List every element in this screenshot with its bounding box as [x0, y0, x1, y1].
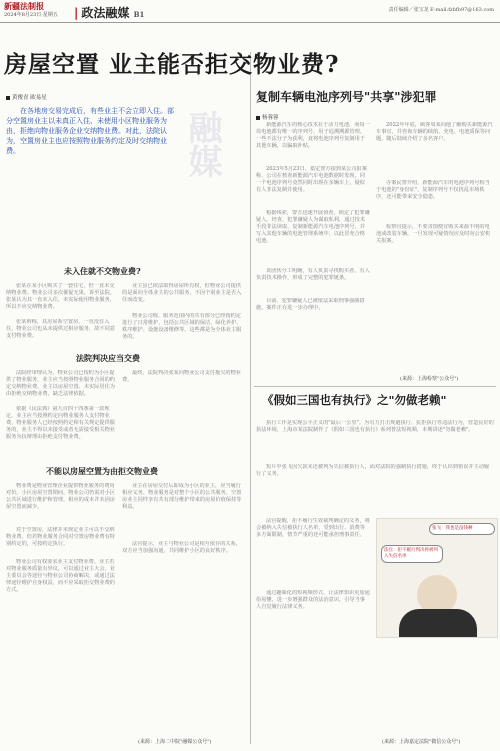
- paragraph: 业主在房屋交付后即成为小区的业主，应当履行相应义务。物业服务是对整个小区的公共服务，空置房业主同样享有共有部分维护带来的房屋价值保持等利益。: [122, 483, 242, 510]
- article2-source: (来源：上海检察"公众号"): [400, 376, 459, 382]
- article2-byline: [256, 113, 279, 121]
- paragraph: 短片中张飞因欠款未还被列为失信被执行人，面对法院的强制执行措施，终于认识到错误并主动履行了义务。: [256, 464, 490, 477]
- paragraph: 目前，犯罪嫌疑人已被依法采取刑事强制措施，案件正在进一步办理中。: [256, 298, 365, 311]
- article2-title: 复制车辆电池序列号"共享"涉犯罪: [256, 90, 437, 104]
- paragraph: 法官提示，业主与物业公司是相互依存的关系，双方应当加强沟通，共同维护小区的良好秩序。: [122, 541, 241, 554]
- paragraph: 通过趣味化的短视频形式，让法律知识更加通俗易懂，进一步增强群众的法治意识，引导当事人自觉履行法律义务。: [256, 590, 370, 610]
- section-title: | 政法融媒 B1: [74, 6, 145, 20]
- section-name: 政法融媒: [81, 6, 130, 20]
- article1-byline: [6, 93, 47, 101]
- paragraph: 物业费是物业管理企业提供物业服务的费用对价。小区房屋空置期间，物业公司仍需对小区公共区域进行维护和管理，相应的成本并未因房屋空置而减少。: [6, 483, 115, 510]
- editor-info: 责任编辑／张宝龙 E-mail:fzbfb97@163.com: [388, 7, 494, 13]
- paragraph: 办案民警介绍，新能源汽车的电池序列号相当于电池的"身份证"，复制序列号不仅扰乱市场秩序，还可能带来安全隐患。: [376, 180, 490, 200]
- paragraph: 法官提醒，拒不履行生效裁判确定的义务，将会被纳入失信被执行人名单，受到出行、消费等多方面限制，情节严重的还可能承担刑事责任。: [256, 518, 370, 538]
- judge-robe-icon: [399, 609, 477, 638]
- paragraph: 物业公司称，服务范围内的共有部分已经按约定进行了日常维护，包括公共区域的保洁、绿化养护、秩序维护、设施设备维修等，这些都是为全体业主服务的。: [122, 313, 242, 340]
- page-number: B1: [133, 10, 145, 19]
- page-header: [0, 0, 500, 23]
- paragraph: 业主虽已依法取得房屋所有权，但物业公司提供的是面向全体业主的公共服务，不因个别业主是否入住而改变。: [122, 283, 242, 303]
- column-divider: [250, 52, 251, 744]
- paragraph: 2022年年底，顾客周某向他了解购买新能源汽车事宜，并咨询车辆的续航、充电、电池质保等问题，随后陆续介绍了多名客户。: [376, 122, 493, 142]
- paragraph: 张某辩称，其房屋系空置房，一直没有入住，物业公司也从未提供过相应服务，故不同意支付物业费。: [6, 319, 115, 339]
- paragraph: 根据线索，警方迅速开展侦查，锁定了犯罪嫌疑人。经查，犯罪嫌疑人为谋取私利，通过技术手段非法读取、复制新能源汽车电池序列号，并写入其他车辆的电池管理系统中，以此冒充合格电池。: [256, 210, 370, 244]
- article1-source: (来源：上海二中院"融媒公众号"): [138, 739, 212, 745]
- section-divider: [254, 386, 496, 387]
- decorative-watermark: 融媒: [182, 110, 222, 178]
- subhead-3: 不能以房屋空置为由拒交物业费: [46, 466, 158, 476]
- paragraph: 新能源汽车的核心技术在于动力电池，而每一块电池都有唯一的序列号，用于追溯溯源管理。一些不法分子为获利，竟将电池序列号复制用于其他车辆，以骗取补贴。: [256, 122, 370, 149]
- speech-bubble: 张飞：我也是没钱啊: [429, 523, 495, 535]
- paragraph: 检察官提示，不要贪图便宜购买来源不明的电池或改装车辆，一旦发现可疑情况应及时向公安机关报案。: [376, 224, 491, 244]
- article3-source: (来源：上海嘉定法院"微信公众号"): [382, 739, 461, 745]
- paragraph: 该团伙分工明确，有人负责寻找购买者，有人负责技术操作，形成了完整的犯罪链条。: [256, 268, 370, 281]
- paragraph: 依据《民法典》第九百四十四条第一款规定，业主应当按照约定向物业服务人支付物业费。物业服务人已经按照约定和有关规定提供服务的，业主不得以未接受或者无需接受相关物业服务为抗辩理由拒绝支付物业费。: [6, 406, 115, 440]
- article1-headline: 房屋空置 业主能否拒交物业费?: [4, 51, 340, 78]
- article1-lead: 在各地房交易完成后，有些业主不会立即入住。部分空置房业主以未真正入住、未使用小区物业服务为由，拒绝向物业服务企业交纳物业费。对此，法院认为，空置房业主也应按照物业服务约定及时交纳物业费。: [6, 107, 174, 155]
- article3-title: 《假如三国也有执行》之"勿做老赖": [262, 393, 447, 407]
- judge-illustration: [376, 518, 498, 638]
- paragraph: 张某在某小区购买了一套住宅，但一直未交纳物业费。物业公司多次催促无果，诉至法院。张某认为其一直未入住，未实际使用物业服务，所以不应交纳物业费。: [6, 283, 115, 310]
- subhead-1: 未入住就不交物业费?: [64, 266, 141, 276]
- newspaper-logo: 新疆法制报: [4, 1, 44, 11]
- byline-text: 黄俊青 欧易星: [12, 95, 47, 101]
- paragraph: 执行工作是实现公平正义的"最后一公里"。为有力打击规避执行、抗拒执行等违法行为，营造良好的执法环境，上海市某法院制作了《假如三国也有执行》系列普法短视频，本期讲述"勿做老赖"。: [256, 420, 494, 433]
- byline-text: 杨蓉蓉: [262, 115, 279, 121]
- paragraph: 对于空置房，法律并未规定业主可以不交纳物业费。但若物业服务合同对空置房物业费有特别约定的，可按约定执行。: [6, 527, 115, 547]
- paragraph: 法院经审理认为，物业公司已按约为小区提供了物业服务，业主应当按照物业服务合同的约定交纳物业费。业主以房屋空置、未实际居住为由拒绝交纳物业费，缺乏法律依据。: [6, 370, 115, 397]
- speech-bubble: 法官：拒不履行判决将被列入失信名单: [381, 545, 443, 563]
- paragraph: 2023年5月23日，嘉定警方接到某公司报案称，公司在核查新能源汽车电池数据时发现，同一个电池序列号竟然同时出现在多辆车上，疑似有人非法复制并使用。: [256, 166, 367, 193]
- subhead-2: 法院判决应当交费: [76, 353, 140, 363]
- paragraph: 最终，法院判决张某向物业公司支付拖欠的物业费。: [122, 370, 241, 383]
- issue-date: 2024年8月23日 星期五: [4, 12, 58, 18]
- paragraph: 物业公司有权要求业主支付物业费。业主若对物业服务质量有异议，可以通过业主大会、业主委员会等途径与物业公司协商解决，或通过法律途径维护自身权益，而不应采取拒交物业费的方式。: [6, 559, 115, 593]
